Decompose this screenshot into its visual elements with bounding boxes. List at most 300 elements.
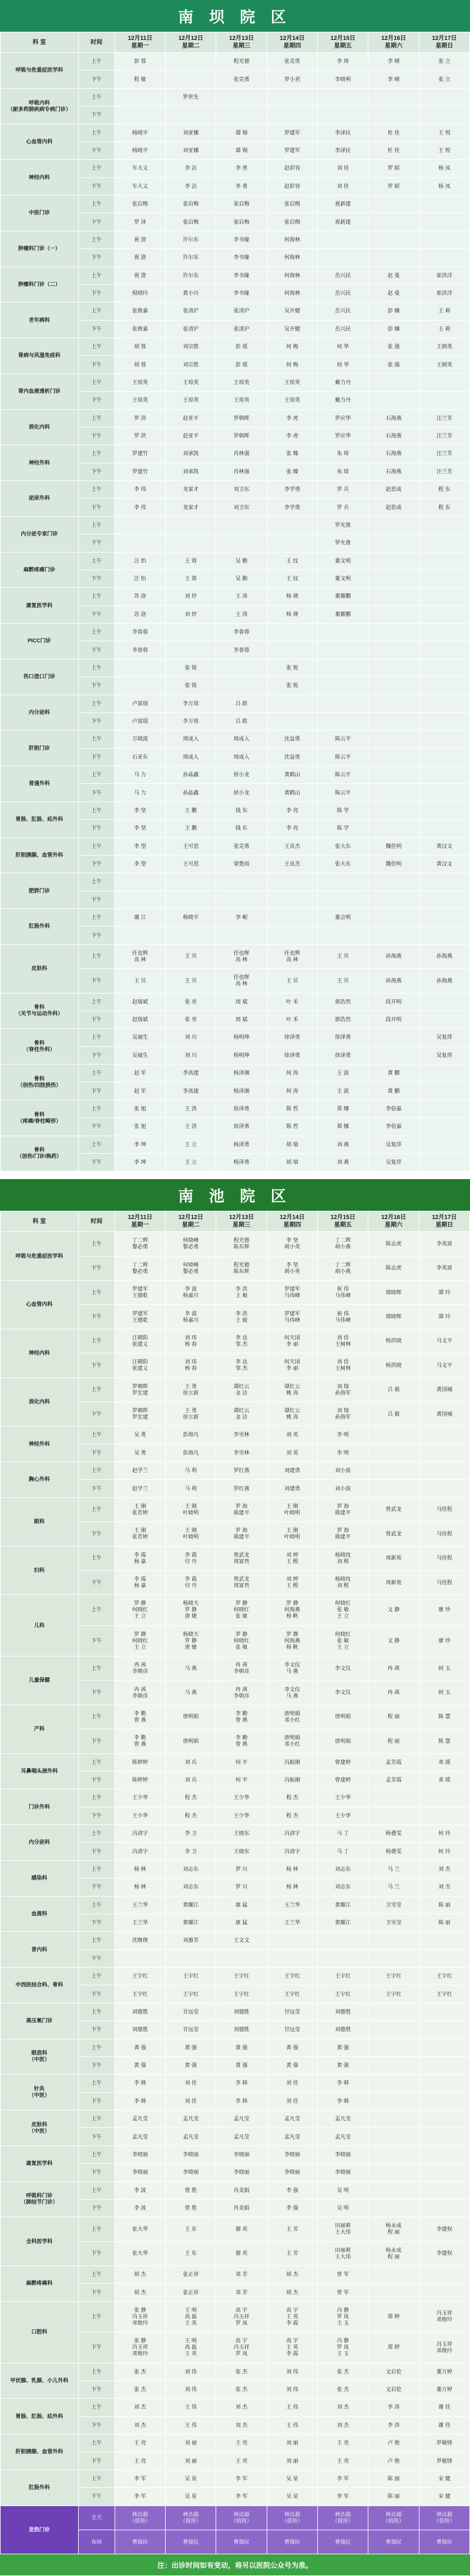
doctor-cell: 吕 皓 xyxy=(216,695,267,712)
doctor-cell: 李 晴 xyxy=(368,53,419,70)
session-time: 上午 xyxy=(78,2039,115,2056)
doctor-cell xyxy=(368,2266,419,2284)
doctor-cell: 李 霞 杨 嘉 xyxy=(115,1546,165,1570)
header-weekday: 星期五 xyxy=(334,43,352,49)
doctor-cell xyxy=(368,2128,419,2146)
doctor-cell xyxy=(216,534,267,552)
doctor-cell xyxy=(368,2146,419,2163)
doctor-cell: 黄鹤山 xyxy=(267,784,317,802)
doctor-cell xyxy=(419,605,469,623)
doctor-cell xyxy=(419,2164,469,2181)
doctor-cell: 叶 禾 xyxy=(267,993,317,1011)
doctor-cell: 郑 婷 xyxy=(368,2332,419,2363)
session-time: 上午 xyxy=(78,873,115,891)
doctor-cell: 曹瑞民 xyxy=(166,2530,216,2554)
doctor-cell: 朱 琦 xyxy=(318,445,368,463)
doctor-cell: 李 望 xyxy=(115,837,165,855)
schedule-row xyxy=(1,338,470,356)
doctor-cell: 刘 婷 王 熙 xyxy=(267,1546,317,1570)
session-time: 上午 xyxy=(78,802,115,819)
department-name: 伤口造口门诊 xyxy=(1,659,79,695)
department-name: 康复医学科 xyxy=(1,2146,79,2181)
doctor-cell: 刘 佳 xyxy=(267,2092,317,2110)
session-time: 上午 xyxy=(78,267,115,284)
doctor-cell: 王少华 xyxy=(318,1807,368,1824)
doctor-cell: 周新苑 xyxy=(368,1570,419,1594)
doctor-cell: 杨 林 xyxy=(267,1860,317,1878)
session-time: 上午 xyxy=(78,196,115,213)
doctor-cell: 张 旭 xyxy=(115,1100,165,1117)
doctor-cell xyxy=(368,2284,419,2301)
doctor-cell: 李 琦 xyxy=(318,53,368,70)
doctor-cell: 苏 洛 xyxy=(115,605,165,623)
doctor-cell: 杨泽湘 xyxy=(216,1082,267,1100)
doctor-cell: 王宇红 xyxy=(115,1968,165,1985)
doctor-cell: 马 力 xyxy=(115,784,165,802)
doctor-cell: 李晓丽 xyxy=(216,2164,267,2181)
doctor-cell: 王良杰 xyxy=(267,837,317,855)
session-time: 下午 xyxy=(78,1118,115,1136)
doctor-cell: 王 鹏 xyxy=(166,820,216,837)
session-time: 下午 xyxy=(78,1353,115,1378)
doctor-cell: 杨 瑛 xyxy=(267,605,317,623)
doctor-cell: 何天国 李 丽 xyxy=(267,1353,317,1378)
doctor-cell xyxy=(368,249,419,267)
session-time: 下午 xyxy=(78,1771,115,1789)
doctor-cell xyxy=(115,88,165,106)
doctor-cell xyxy=(318,1932,368,1949)
doctor-cell: 张正祥 xyxy=(166,2266,216,2284)
doctor-cell: 钱 东 xyxy=(216,802,267,819)
doctor-cell: 谭 锡 xyxy=(216,142,267,159)
schedule-row xyxy=(1,2003,470,2021)
department-name: 肝胆胰腺、血管外科 xyxy=(1,837,79,873)
doctor-cell xyxy=(419,909,469,927)
doctor-cell xyxy=(216,106,267,124)
doctor-cell xyxy=(216,516,267,534)
doctor-cell: 赵思成 xyxy=(368,481,419,499)
doctor-cell: 王琼英 xyxy=(216,373,267,391)
schedule-row xyxy=(1,1896,470,1914)
doctor-cell: 王 贝 xyxy=(318,944,368,968)
doctor-cell: 刘 川 xyxy=(166,1046,216,1064)
schedule-table xyxy=(0,1211,470,2554)
department-name: 妇科 xyxy=(1,1546,79,1595)
doctor-cell xyxy=(419,659,469,676)
session-time: 上午 xyxy=(78,2399,115,2416)
department-name: 神经内科 xyxy=(1,160,79,196)
doctor-cell: 陈云平 xyxy=(318,784,368,802)
schedule-row xyxy=(1,588,470,605)
doctor-cell: 李晓丽 xyxy=(166,2164,216,2181)
doctor-cell: 李 霞 付 丹 xyxy=(166,1570,216,1594)
schedule-row xyxy=(1,2075,470,2092)
doctor-cell: 程光德 xyxy=(216,53,267,70)
doctor-cell: 马 利 xyxy=(166,1462,216,1480)
department-name: 门诊外科 xyxy=(1,1789,79,1825)
doctor-cell xyxy=(419,2181,469,2199)
session-time: 下午 xyxy=(78,784,115,802)
doctor-cell: 赵瑞斌 xyxy=(115,1011,165,1028)
doctor-cell: 侯小龙 xyxy=(216,784,267,802)
header-day xyxy=(216,1211,267,1232)
doctor-cell: 刘 燕 xyxy=(318,1153,368,1171)
department-name: 内分泌专家门诊 xyxy=(1,516,79,552)
session-time: 上午 xyxy=(78,730,115,748)
doctor-cell: 李学勇 xyxy=(267,499,317,516)
doctor-cell: 张克勇 xyxy=(267,53,317,70)
department-name: 肿瘤科门诊（二） xyxy=(1,267,79,302)
doctor-cell: 高 宇 王 英 李 霞 xyxy=(267,2301,317,2332)
doctor-cell: 刘 兵 xyxy=(166,1753,216,1771)
doctor-cell: 任也辉 高 林 xyxy=(216,944,267,968)
doctor-cell: 孟凡莹 xyxy=(115,2110,165,2128)
doctor-cell: 马 燕 xyxy=(166,1656,216,1681)
doctor-cell: 陈婷婷 xyxy=(115,1771,165,1789)
doctor-cell: 王 亮 xyxy=(318,2452,368,2470)
doctor-cell xyxy=(419,1426,469,1444)
session-time: 上午 xyxy=(78,481,115,499)
doctor-cell: 刘承凯 xyxy=(166,445,216,463)
department-name: 内分泌科 xyxy=(1,1825,79,1861)
doctor-cell: 曹瑞民 xyxy=(318,2530,368,2554)
doctor-cell: 程 杰 xyxy=(267,1789,317,1807)
doctor-cell: 吴 明 xyxy=(318,2199,368,2217)
doctor-cell: 何晓红 张 敏 王 立 xyxy=(318,1625,368,1656)
doctor-cell: 罗红燕 xyxy=(216,1480,267,1497)
schedule-row xyxy=(1,516,470,534)
doctor-cell: 李高建 xyxy=(166,1065,216,1082)
doctor-cell xyxy=(166,70,216,88)
session-time: 下午 xyxy=(78,2332,115,2363)
doctor-cell: 王 莉 xyxy=(419,302,469,320)
doctor-cell: 冉 茜 李朝彦 xyxy=(216,1681,267,1705)
doctor-cell: 刘 杰 xyxy=(419,1860,469,1878)
doctor-cell xyxy=(368,1046,419,1064)
doctor-cell xyxy=(419,2021,469,2039)
doctor-cell: 罗应华 xyxy=(318,409,368,427)
doctor-cell: 龙家才 xyxy=(166,481,216,499)
doctor-cell: 刘 妤 xyxy=(166,605,216,623)
doctor-cell: 马文平 xyxy=(419,1353,469,1378)
department-name: 胃肠、肛肠、疝外科 xyxy=(1,802,79,837)
doctor-cell: 冉 茜 xyxy=(368,1656,419,1681)
session-time: 上午 xyxy=(78,1065,115,1082)
doctor-cell: 何 华 xyxy=(318,338,368,356)
department-name: 高压氧门诊 xyxy=(1,2003,79,2039)
doctor-cell: 王 蓉 xyxy=(166,570,216,587)
schedule-row xyxy=(1,2266,470,2284)
doctor-cell: 肖林强 xyxy=(216,445,267,463)
doctor-cell xyxy=(419,784,469,802)
doctor-cell xyxy=(267,516,317,534)
doctor-cell xyxy=(267,534,317,552)
doctor-cell: 张 旭 xyxy=(115,1118,165,1136)
doctor-cell: 何晓峰 黎必勇 xyxy=(166,1256,216,1280)
doctor-cell: 林达超 （值班） xyxy=(216,2506,267,2530)
session-time: 下午 xyxy=(78,677,115,695)
doctor-cell xyxy=(216,659,267,676)
campus-section-nanchi xyxy=(0,1179,470,2554)
doctor-cell: 许尔东 xyxy=(166,267,216,284)
doctor-cell: 石海燕 xyxy=(368,409,419,427)
doctor-cell: 刘 丽 xyxy=(267,2452,317,2470)
session-time: 上午 xyxy=(78,1789,115,1807)
session-time: 下午 xyxy=(78,2164,115,2181)
schedule-row xyxy=(1,1378,470,1402)
doctor-cell: 李 涛 xyxy=(368,2399,419,2416)
doctor-cell: 何晓峰 黎必勇 xyxy=(166,1232,216,1256)
session-time: 上午 xyxy=(78,1595,115,1625)
doctor-cell: 李 勇 xyxy=(216,177,267,195)
doctor-cell: 邓 瑶 xyxy=(419,1771,469,1789)
department-name: 中西医结合科、骨科 xyxy=(1,1968,79,2003)
doctor-cell: 胡 蓉 xyxy=(115,356,165,373)
doctor-cell: 何海林 xyxy=(267,249,317,267)
doctor-cell xyxy=(368,641,419,659)
session-time: 下午 xyxy=(78,1522,115,1546)
schedule-row xyxy=(1,2039,470,2056)
doctor-cell xyxy=(419,196,469,213)
schedule-row xyxy=(1,1932,470,1949)
doctor-cell: 李泽民 xyxy=(318,142,368,159)
doctor-cell: 刘建勇 xyxy=(267,1480,317,1497)
doctor-cell: 吴 星 xyxy=(267,2488,317,2506)
doctor-cell xyxy=(368,624,419,641)
doctor-cell xyxy=(267,909,317,927)
doctor-cell: 林达超 （值班） xyxy=(419,2506,469,2530)
doctor-cell: 车大义 xyxy=(115,177,165,195)
department-name: 骨科 （创伤/四肢损伤） xyxy=(1,1065,79,1100)
doctor-cell: 张克勇 xyxy=(216,70,267,88)
doctor-cell xyxy=(318,659,368,676)
department-name: 中医门诊 xyxy=(1,196,79,231)
session-time: 上午 xyxy=(78,837,115,855)
doctor-cell: 曹瑞民 xyxy=(267,2530,317,2554)
doctor-cell xyxy=(166,624,216,641)
doctor-cell: 魏佳明 xyxy=(368,837,419,855)
doctor-cell: 李 军 xyxy=(216,2488,267,2506)
session-time: 下午 xyxy=(78,2128,115,2146)
doctor-cell: 汪兰芳 xyxy=(419,427,469,445)
doctor-cell: 王 伟 xyxy=(267,2399,317,2416)
doctor-cell: 王琼英 xyxy=(115,392,165,409)
session-time: 下午 xyxy=(78,1480,115,1497)
doctor-cell: 张启梅 xyxy=(267,213,317,231)
doctor-cell: 李 亮 xyxy=(267,820,317,837)
doctor-cell xyxy=(368,1932,419,1949)
doctor-cell: 赵学兰 xyxy=(115,1480,165,1497)
session-time: 上午 xyxy=(78,2146,115,2163)
schedule-row xyxy=(1,837,470,855)
header-day xyxy=(216,32,267,53)
doctor-cell: 张 静 冯玉祥 邓俊玲 xyxy=(115,2301,165,2332)
doctor-cell xyxy=(419,588,469,605)
doctor-cell: 刘 佳 xyxy=(267,2075,317,2092)
doctor-cell: 任也辉 高 林 xyxy=(115,944,165,968)
doctor-cell xyxy=(368,820,419,837)
doctor-cell: 刘 杰 xyxy=(216,2416,267,2434)
doctor-cell xyxy=(368,1444,419,1462)
doctor-cell xyxy=(368,2199,419,2217)
doctor-cell: 石海燕 xyxy=(368,445,419,463)
header-weekday: 星期四 xyxy=(283,1222,301,1229)
doctor-cell: 李 勇 xyxy=(216,160,267,177)
doctor-cell: 王 悦 xyxy=(419,124,469,142)
doctor-cell: 李文仪 xyxy=(318,1681,368,1705)
doctor-cell: 马佳程 xyxy=(419,1497,469,1521)
doctor-cell: 康 猛 xyxy=(216,1896,267,1914)
doctor-cell: 谭红云 姚 涛 xyxy=(267,1378,317,1402)
session-time: 下午 xyxy=(78,2092,115,2110)
doctor-cell xyxy=(419,516,469,534)
header-weekday: 星期六 xyxy=(384,43,402,49)
header-day xyxy=(368,32,419,53)
doctor-cell: 李书缘 xyxy=(216,284,267,302)
doctor-cell: 祝 伟 马伟峰 xyxy=(318,1281,368,1305)
doctor-cell xyxy=(216,88,267,106)
session-time: 下午 xyxy=(78,2284,115,2301)
doctor-cell: 杨晓玫 刘 熙 xyxy=(318,1570,368,1594)
doctor-cell: 沈继俊 xyxy=(115,1932,165,1949)
session-time: 下午 xyxy=(78,1878,115,1896)
doctor-cell xyxy=(267,927,317,944)
doctor-cell xyxy=(419,802,469,819)
doctor-cell xyxy=(267,712,317,730)
doctor-cell: 王 立 xyxy=(166,1136,216,1153)
session-time: 下午 xyxy=(78,320,115,338)
header-day xyxy=(318,32,368,53)
doctor-cell: 王宇红 xyxy=(267,1968,317,1985)
doctor-cell: 张克勇 xyxy=(216,837,267,855)
doctor-cell: 吴 星 xyxy=(267,2470,317,2487)
session-time: 下午 xyxy=(78,2056,115,2074)
doctor-cell: 王 贝 xyxy=(166,969,216,993)
doctor-cell: 林达超 （值班） xyxy=(115,2506,165,2530)
doctor-cell: 吴 星 xyxy=(166,2470,216,2487)
schedule-row xyxy=(1,2110,470,2128)
header-weekday: 星期三 xyxy=(233,43,251,49)
doctor-cell xyxy=(368,88,419,106)
session-time: 上午 xyxy=(78,2470,115,2487)
doctor-cell: 罗 静 何海燕 杨 帆 xyxy=(267,1595,317,1625)
doctor-cell xyxy=(318,106,368,124)
doctor-cell: 邓 芳 xyxy=(216,2266,267,2284)
schedule-row xyxy=(1,1232,470,1256)
doctor-cell: 张清沪 xyxy=(216,320,267,338)
doctor-cell: 王 涛 xyxy=(216,605,267,623)
doctor-cell: 赵学兰 xyxy=(115,1462,165,1480)
session-time: 下午 xyxy=(78,177,115,195)
doctor-cell: 谢 英 xyxy=(216,2241,267,2265)
doctor-cell: 高 宇 冯玉祥 罗 岚 xyxy=(216,2301,267,2332)
doctor-cell xyxy=(419,231,469,248)
header-date: 12月14日 xyxy=(280,1214,305,1221)
doctor-cell: 曾武龙 周富贵 xyxy=(216,1570,267,1594)
doctor-cell xyxy=(419,2266,469,2284)
doctor-cell: 刘 丽 xyxy=(267,2434,317,2452)
doctor-cell: 杨 林 xyxy=(115,1878,165,1896)
doctor-cell: 马文平 xyxy=(419,1329,469,1353)
doctor-cell: 李英富 xyxy=(419,1232,469,1256)
doctor-cell: 谭 玲 xyxy=(419,1305,469,1329)
session-time: 下午 xyxy=(78,1729,115,1753)
schedule-row xyxy=(1,1595,470,1625)
doctor-cell xyxy=(166,891,216,908)
department-name: 皮肤科 xyxy=(1,944,79,993)
doctor-cell xyxy=(419,766,469,784)
doctor-cell: 马 燕 xyxy=(166,1681,216,1705)
doctor-cell: 曾建婷 xyxy=(318,1753,368,1771)
doctor-cell xyxy=(368,106,419,124)
department-name: 内分泌科 xyxy=(1,695,79,730)
doctor-cell: 岳兴民 xyxy=(318,267,368,284)
department-name: PICC门诊 xyxy=(1,624,79,659)
doctor-cell: 刘德胜 xyxy=(318,2021,368,2039)
doctor-cell xyxy=(368,1462,419,1480)
schedule-row xyxy=(1,1968,470,1985)
department-name: 麻醉疼痛科 xyxy=(1,2266,79,2302)
doctor-cell: 王 悦 xyxy=(419,142,469,159)
doctor-cell: 曾 军 xyxy=(318,2284,368,2301)
doctor-cell: 黄鹤山 xyxy=(267,766,317,784)
doctor-cell: 陈 哲 xyxy=(267,1100,317,1117)
doctor-cell: 黄耀江 xyxy=(318,1896,368,1914)
doctor-cell: 吴 勇 xyxy=(115,1426,165,1444)
doctor-cell: 赵 军 xyxy=(115,1065,165,1082)
session-time: 下午 xyxy=(78,605,115,623)
doctor-cell: 张 锐 xyxy=(267,659,317,676)
doctor-cell: 张 杰 xyxy=(115,2363,165,2380)
department-name: 耳鼻咽头颈外科 xyxy=(1,1753,79,1789)
doctor-cell: 杨 凤 xyxy=(419,160,469,177)
doctor-cell: 罗 昭 xyxy=(368,160,419,177)
doctor-cell: 李晓丽 xyxy=(318,2146,368,2163)
doctor-cell: 王琼英 xyxy=(166,373,216,391)
doctor-cell: 张 立 xyxy=(419,70,469,88)
session-time: 下午 xyxy=(78,284,115,302)
doctor-cell: 王 刚 张若婷 xyxy=(115,1522,165,1546)
doctor-cell: 龙家才 xyxy=(166,499,216,516)
doctor-cell: 何 梅 xyxy=(267,356,317,373)
doctor-cell: 孟凡莹 xyxy=(318,2110,368,2128)
doctor-cell: 高 宇 王 英 李 霞 xyxy=(267,2332,317,2363)
doctor-cell: 刘小波 xyxy=(318,1462,368,1480)
doctor-cell: 曹瑞民 xyxy=(216,2530,267,2554)
doctor-cell: 孟凡莹 xyxy=(115,2128,165,2146)
doctor-cell: 刘卫东 xyxy=(216,481,267,499)
session-time: 上午 xyxy=(78,766,115,784)
session-time: 下午 xyxy=(78,142,115,159)
doctor-cell: 林达超 （值班） xyxy=(166,2506,216,2530)
doctor-cell: 罗 海 熊建平 xyxy=(318,1522,368,1546)
doctor-cell: 张 锐 xyxy=(267,677,317,695)
schedule-row xyxy=(1,1100,470,1117)
doctor-cell: 刘 妤 xyxy=(166,588,216,605)
doctor-cell: 王宇红 xyxy=(318,1968,368,1985)
doctor-cell: 刘 伟 xyxy=(166,2380,216,2398)
session-time: 上午 xyxy=(78,1426,115,1444)
doctor-cell: 冯振刚 xyxy=(267,1753,317,1771)
doctor-cell: 陈志虎 xyxy=(368,1256,419,1280)
doctor-cell: 吴 明 xyxy=(318,2181,368,2199)
doctor-cell: 王 伟 xyxy=(166,2416,216,2434)
doctor-cell xyxy=(368,2021,419,2039)
doctor-cell: 王 贝 xyxy=(166,944,216,968)
doctor-cell: 彭 嬢 xyxy=(368,302,419,320)
doctor-cell: 李雪林 xyxy=(216,1444,267,1462)
header-date: 12月17日 xyxy=(432,1214,457,1221)
